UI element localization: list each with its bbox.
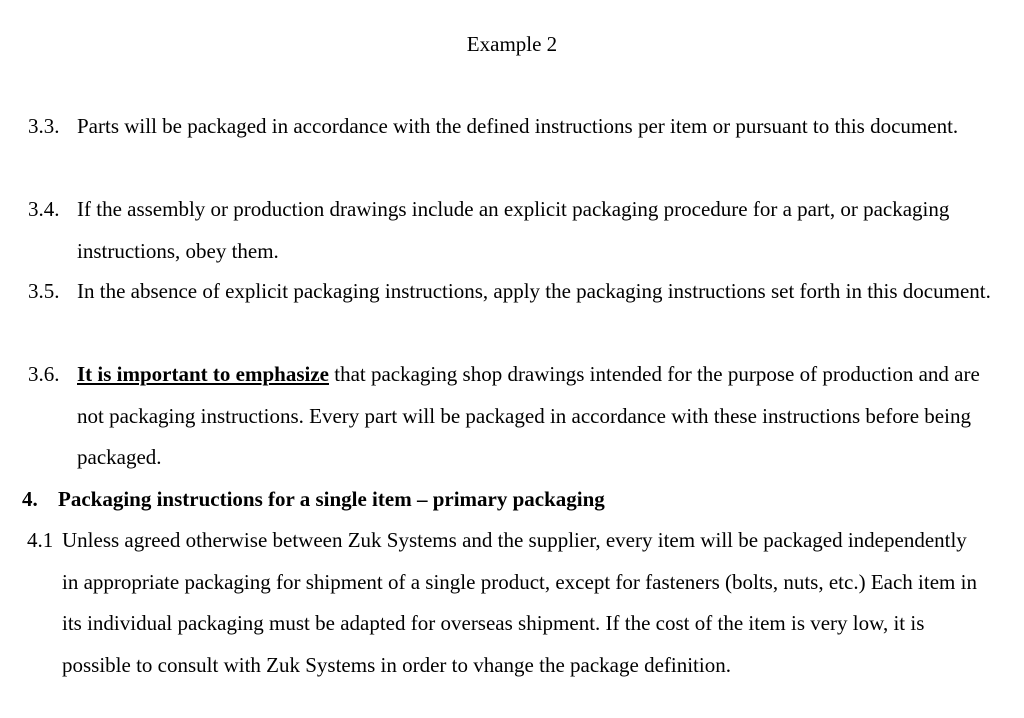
document-title: Example 2: [466, 32, 558, 56]
section-number: 4.: [22, 487, 38, 511]
item-number: 3.3.: [28, 114, 60, 138]
item-number: 4.1: [27, 528, 54, 552]
item-number: 3.5.: [28, 279, 60, 303]
item-text: Parts will be packaged in accordance with the defined instructions per item or pursuant to this document.: [77, 114, 959, 138]
item-text: [77, 354, 1008, 479]
section-heading: [22, 479, 605, 521]
item-text: If the assembly or production drawings include an explicit packaging procedure for a part, or packaging instructions, obey them.: [77, 197, 950, 263]
emphasis-text: It is important to emphasize: [77, 362, 329, 386]
section-heading-text: Packaging instructions for a single item – primary packaging: [58, 487, 605, 511]
item-text: In the absence of explicit packaging instructions, apply the packaging instructions set forth in this document.: [77, 279, 991, 303]
item-text: Unless agreed otherwise between Zuk Systems and the supplier, every item will be packaged independently in appropriate packaging for shipment of a single product, except for fasteners (bolts, nuts, etc.) Each item in its individual packaging must be adapted for overseas shipment. If the cost of the item is very low, it is possible to consult with Zuk Systems in order to vhange the package definition.: [62, 528, 977, 677]
item-number: 3.6.: [28, 362, 60, 386]
item-body-text: that packaging shop drawings intended for the purpose of production and are not packaging instructions. Every part will be packaged in accordance with these instructions before being packaged.: [77, 362, 980, 469]
item-number: 3.4.: [28, 197, 60, 221]
